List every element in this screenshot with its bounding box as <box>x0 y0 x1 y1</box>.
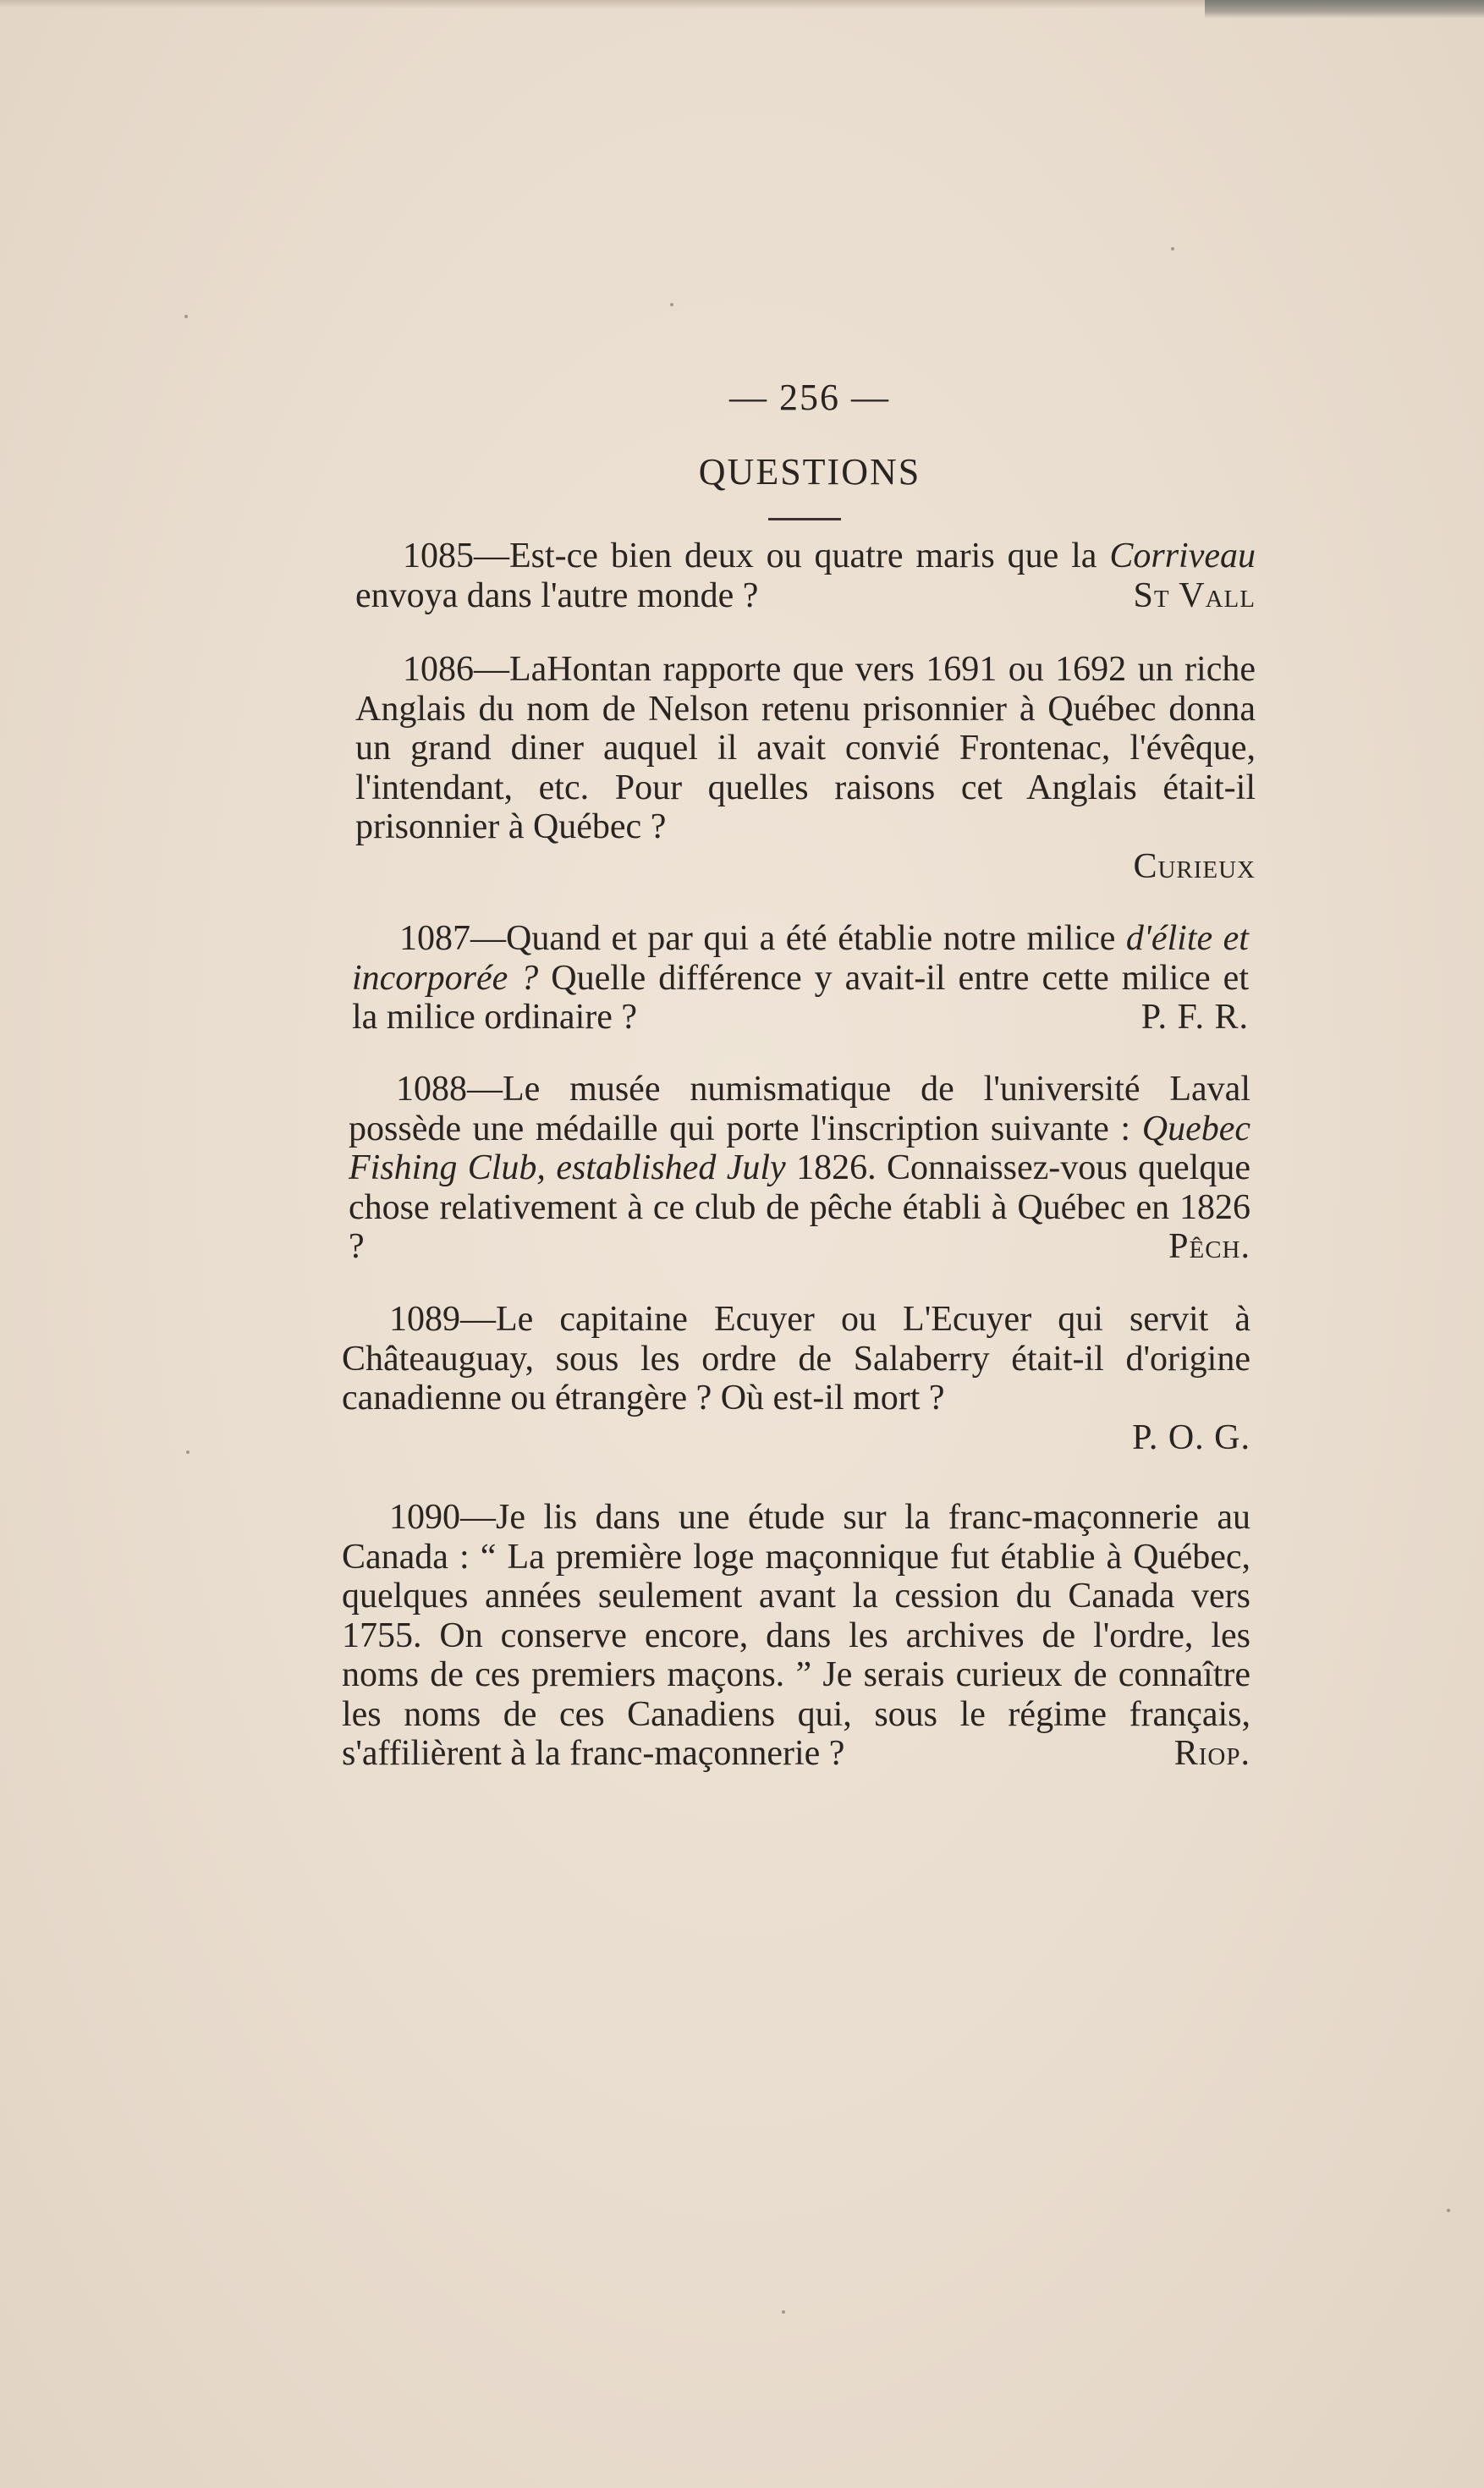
question-text: envoya dans l'autre monde ? <box>355 575 759 615</box>
question-1088 <box>349 1070 1250 1267</box>
question-text: —Est-ce bien deux ou quatre maris que la <box>474 537 1110 575</box>
question-text: Quelle différence y avait-il entre cette milice et la milice ordinaire ? <box>352 958 1249 1037</box>
question-1087 <box>352 919 1249 1038</box>
question-text: —Le capitaine Ecuyer ou L'Ecuyer qui servit à Châteauguay, sous les ordre de Salaberry était-il d'origine canadienne ou étrangère ? Où est-il mort ? <box>342 1300 1250 1417</box>
question-1086 <box>355 650 1256 886</box>
paper-speck <box>1447 2209 1450 2212</box>
paper-speck <box>184 315 188 318</box>
paper-speck <box>670 303 673 306</box>
question-1089 <box>342 1300 1250 1457</box>
question-signature: Pêch. <box>1168 1227 1250 1266</box>
paper-speck <box>186 1450 190 1454</box>
question-text: —Je lis dans une étude sur la franc-maçonnerie au Canada : “ La première loge maçonnique fut établie à Québec, quelques années seulement avant la cession du Canada vers 1755. On conserve encore, dans les archives de l'ordre, les noms de ces premiers maçons. ” Je serais curieux de connaître les noms de ces Canadiens qui, sous le régime français, s'affilièrent à la franc-maçonnerie ? <box>342 1498 1250 1773</box>
page-number-text: — 256 — <box>729 377 890 418</box>
page-top-edge-shadow <box>1205 0 1484 19</box>
question-number: 1090 <box>389 1498 460 1537</box>
question-paragraph <box>355 650 1256 847</box>
page-heading-text: QUESTIONS <box>698 451 921 493</box>
question-signature: P. O. G. <box>1132 1417 1250 1457</box>
question-text: —LaHontan rapporte que vers 1691 ou 1692 un riche Anglais du nom de Nelson retenu prisonnier à Québec donna un grand diner auquel il avait convié Frontenac, l'évêque, l'intendant, etc. Pour quelles raisons cet Anglais était-il prisonnier à Québec ? <box>355 650 1256 846</box>
question-paragraph <box>352 919 1249 1038</box>
question-number: 1086 <box>403 650 474 689</box>
question-text: —Le musée numismatique de l'université Laval possède une médaille qui porte l'inscription suivante : <box>349 1070 1250 1148</box>
heading-rule <box>768 518 841 520</box>
page-heading <box>0 450 1484 493</box>
question-1085 <box>355 537 1256 615</box>
question-signature: St Vall <box>1133 575 1256 615</box>
paper-speck <box>1171 247 1174 250</box>
question-text: 1826. Connaissez-vous quelque chose relativement à ce club de pêche établi à Québec en 1826 ? <box>349 1148 1250 1266</box>
question-signature: P. F. R. <box>1140 998 1249 1037</box>
question-number: 1085 <box>403 537 474 575</box>
question-paragraph <box>342 1300 1250 1418</box>
question-italic-text: Quebec Fishing Club, established July <box>349 1109 1250 1187</box>
question-number: 1088 <box>396 1070 467 1109</box>
question-signature: Curieux <box>1133 846 1256 886</box>
paper-speck <box>782 2310 785 2314</box>
question-italic-text: Corriveau <box>1109 537 1256 575</box>
page-number <box>0 376 1484 419</box>
question-1090 <box>342 1498 1250 1774</box>
question-number: 1087 <box>399 919 470 958</box>
question-text: —Quand et par qui a été établie notre milice <box>470 919 1126 958</box>
question-italic-text: d'élite et incorporée ? <box>352 919 1249 998</box>
question-paragraph <box>342 1498 1250 1774</box>
question-number: 1089 <box>389 1300 460 1339</box>
question-paragraph <box>355 537 1256 615</box>
question-paragraph <box>349 1070 1250 1267</box>
question-signature: Riop. <box>1173 1734 1250 1773</box>
